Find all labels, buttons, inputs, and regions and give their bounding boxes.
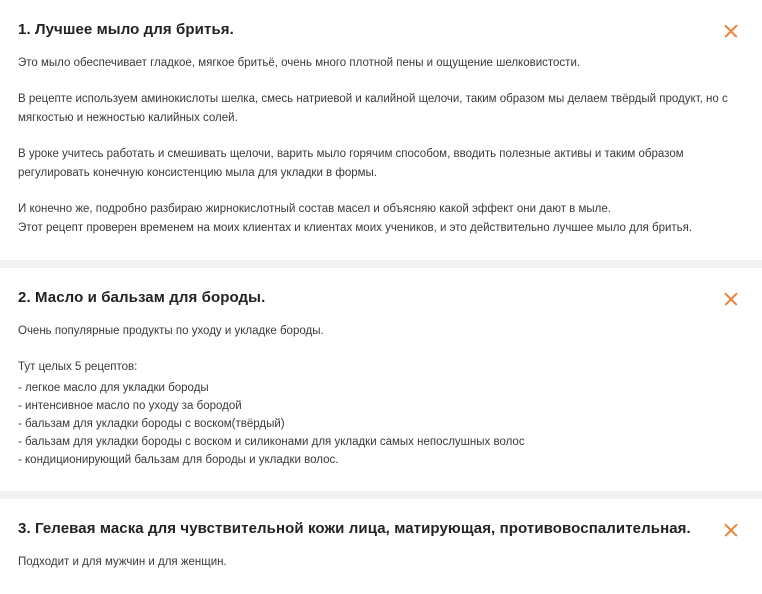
accordion-item-3 <box>0 499 762 594</box>
list-intro: Тут целых 5 рецептов: <box>18 361 138 373</box>
item-title-1: 1. Лучшее мыло для бритья. <box>18 21 234 38</box>
item-title-3: 3. Гелевая маска для чувствительной кожи лица, матирующая, противовоспалительная. <box>18 520 691 537</box>
list-item: - легкое масло для укладки бороды <box>18 382 209 394</box>
accordion-body-1 <box>18 44 744 260</box>
paragraph: Этот рецепт проверен временем на моих клиентах и клиентах моих учеников, и это действительно лучшее мыло для бритья. <box>18 222 693 234</box>
accordion-header-1[interactable] <box>18 0 744 44</box>
paragraph: Очень популярные продукты по уходу и укладке бороды. <box>18 325 324 337</box>
accordion-header-2[interactable] <box>18 268 744 312</box>
section-divider <box>0 491 762 499</box>
list-item: - бальзам для укладки бороды с воском(твёрдый) <box>18 418 285 430</box>
close-icon[interactable] <box>722 290 740 308</box>
paragraph: Это мыло обеспечивает гладкое, мягкое бритьё, очень много плотной пены и ощущение шелковистости. <box>18 57 581 69</box>
recipe-list <box>18 379 744 469</box>
close-icon[interactable] <box>722 521 740 539</box>
accordion-item-2 <box>0 268 762 491</box>
list-item: - бальзам для укладки бороды с воском и силиконами для укладки самых непослушных волос <box>18 436 525 448</box>
accordion-header-3[interactable] <box>18 499 744 543</box>
paragraph: В уроке учитесь работать и смешивать щелочи, варить мыло горячим способом, вводить полезные активы и таким образом регулировать конечную консистенцию мыла для укладки в формы. <box>18 148 684 179</box>
section-divider <box>0 260 762 268</box>
paragraph: В рецепте используем аминокислоты шелка, смесь натриевой и калийной щелочи, таким образом мы делаем твёрдый продукт, но с мягкостью и нежностью калийных солей. <box>18 93 728 124</box>
list-item: - кондиционирующий бальзам для бороды и укладки волос. <box>18 454 339 466</box>
item-title-2: 2. Масло и бальзам для бороды. <box>18 289 266 306</box>
accordion-item-1 <box>0 0 762 260</box>
accordion-body-2 <box>18 312 744 491</box>
paragraph: Подходит и для мужчин и для женщин. <box>18 556 227 568</box>
paragraph: И конечно же, подробно разбираю жирнокислотный состав масел и объясняю какой эффект они дают в мыле. <box>18 203 611 215</box>
accordion-body-3 <box>18 543 744 594</box>
list-item: - интенсивное масло по уходу за бородой <box>18 400 242 412</box>
close-icon[interactable] <box>722 22 740 40</box>
